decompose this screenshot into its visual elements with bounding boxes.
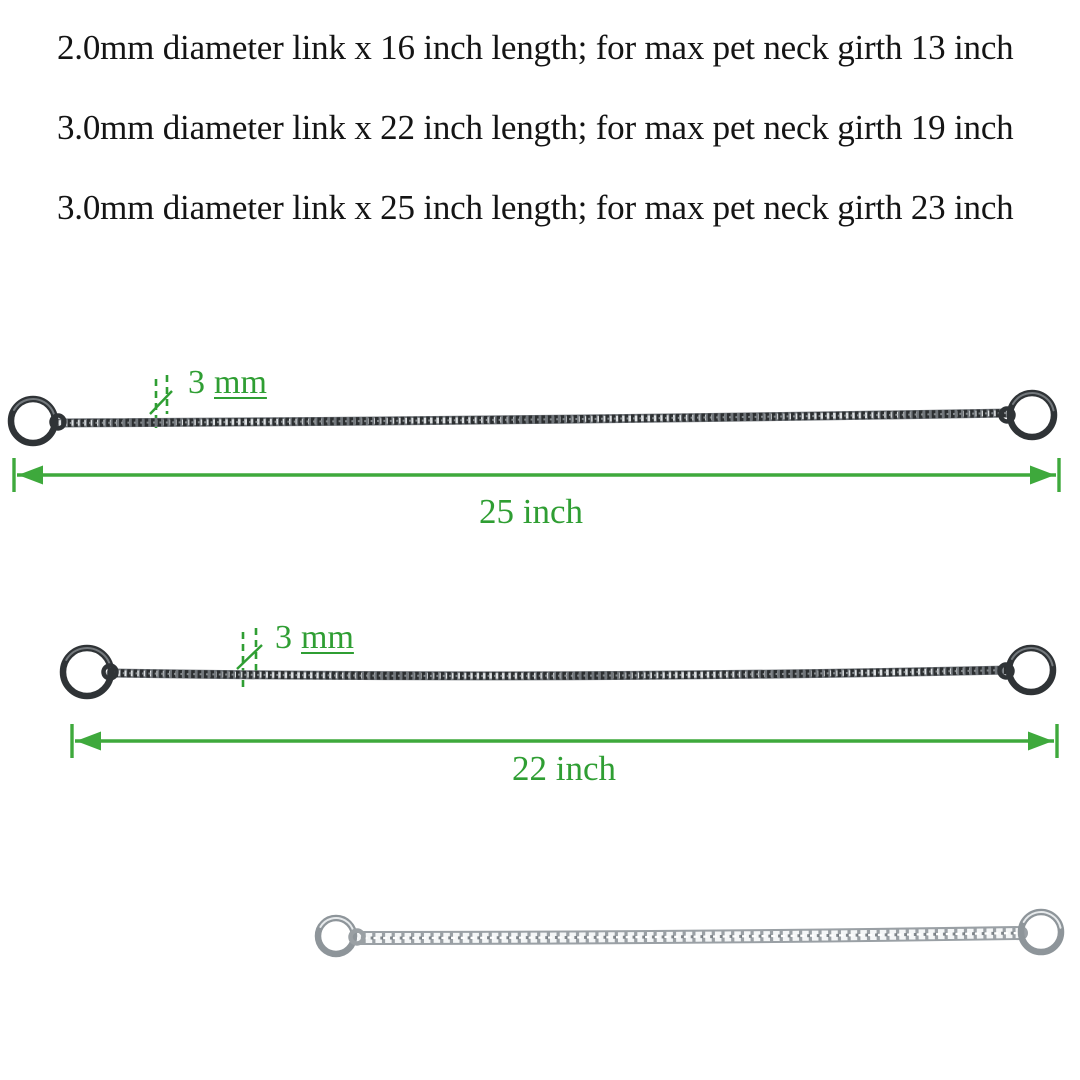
length-label-22inch: 22 inch bbox=[512, 749, 617, 788]
thickness-value-25inch: 3 bbox=[188, 364, 205, 401]
length-label-25inch: 25 inch bbox=[479, 492, 584, 531]
spec-line-3mm-25inch: 3.0mm diameter link x 25 inch length; for max pet neck girth 23 inch bbox=[57, 188, 1014, 227]
thickness-marker-22inch bbox=[237, 628, 262, 691]
chain-photo-22inch bbox=[54, 639, 1061, 705]
spec-line-2mm-16inch: 2.0mm diameter link x 16 inch length; for max pet neck girth 13 inch bbox=[57, 28, 1014, 67]
thickness-unit-25inch: mm bbox=[214, 364, 267, 401]
thickness-label-22inch bbox=[275, 621, 354, 655]
thickness-label-25inch bbox=[188, 366, 267, 400]
spec-line-3mm-22inch: 3.0mm diameter link x 22 inch length; for max pet neck girth 19 inch bbox=[57, 108, 1014, 147]
thickness-unit-22inch: mm bbox=[301, 619, 354, 656]
dimension-arrow-25inch bbox=[14, 458, 1059, 492]
chain-photo-25inch bbox=[3, 385, 1062, 451]
chain-photo-16inch bbox=[311, 905, 1068, 961]
thickness-value-22inch: 3 bbox=[275, 619, 292, 656]
